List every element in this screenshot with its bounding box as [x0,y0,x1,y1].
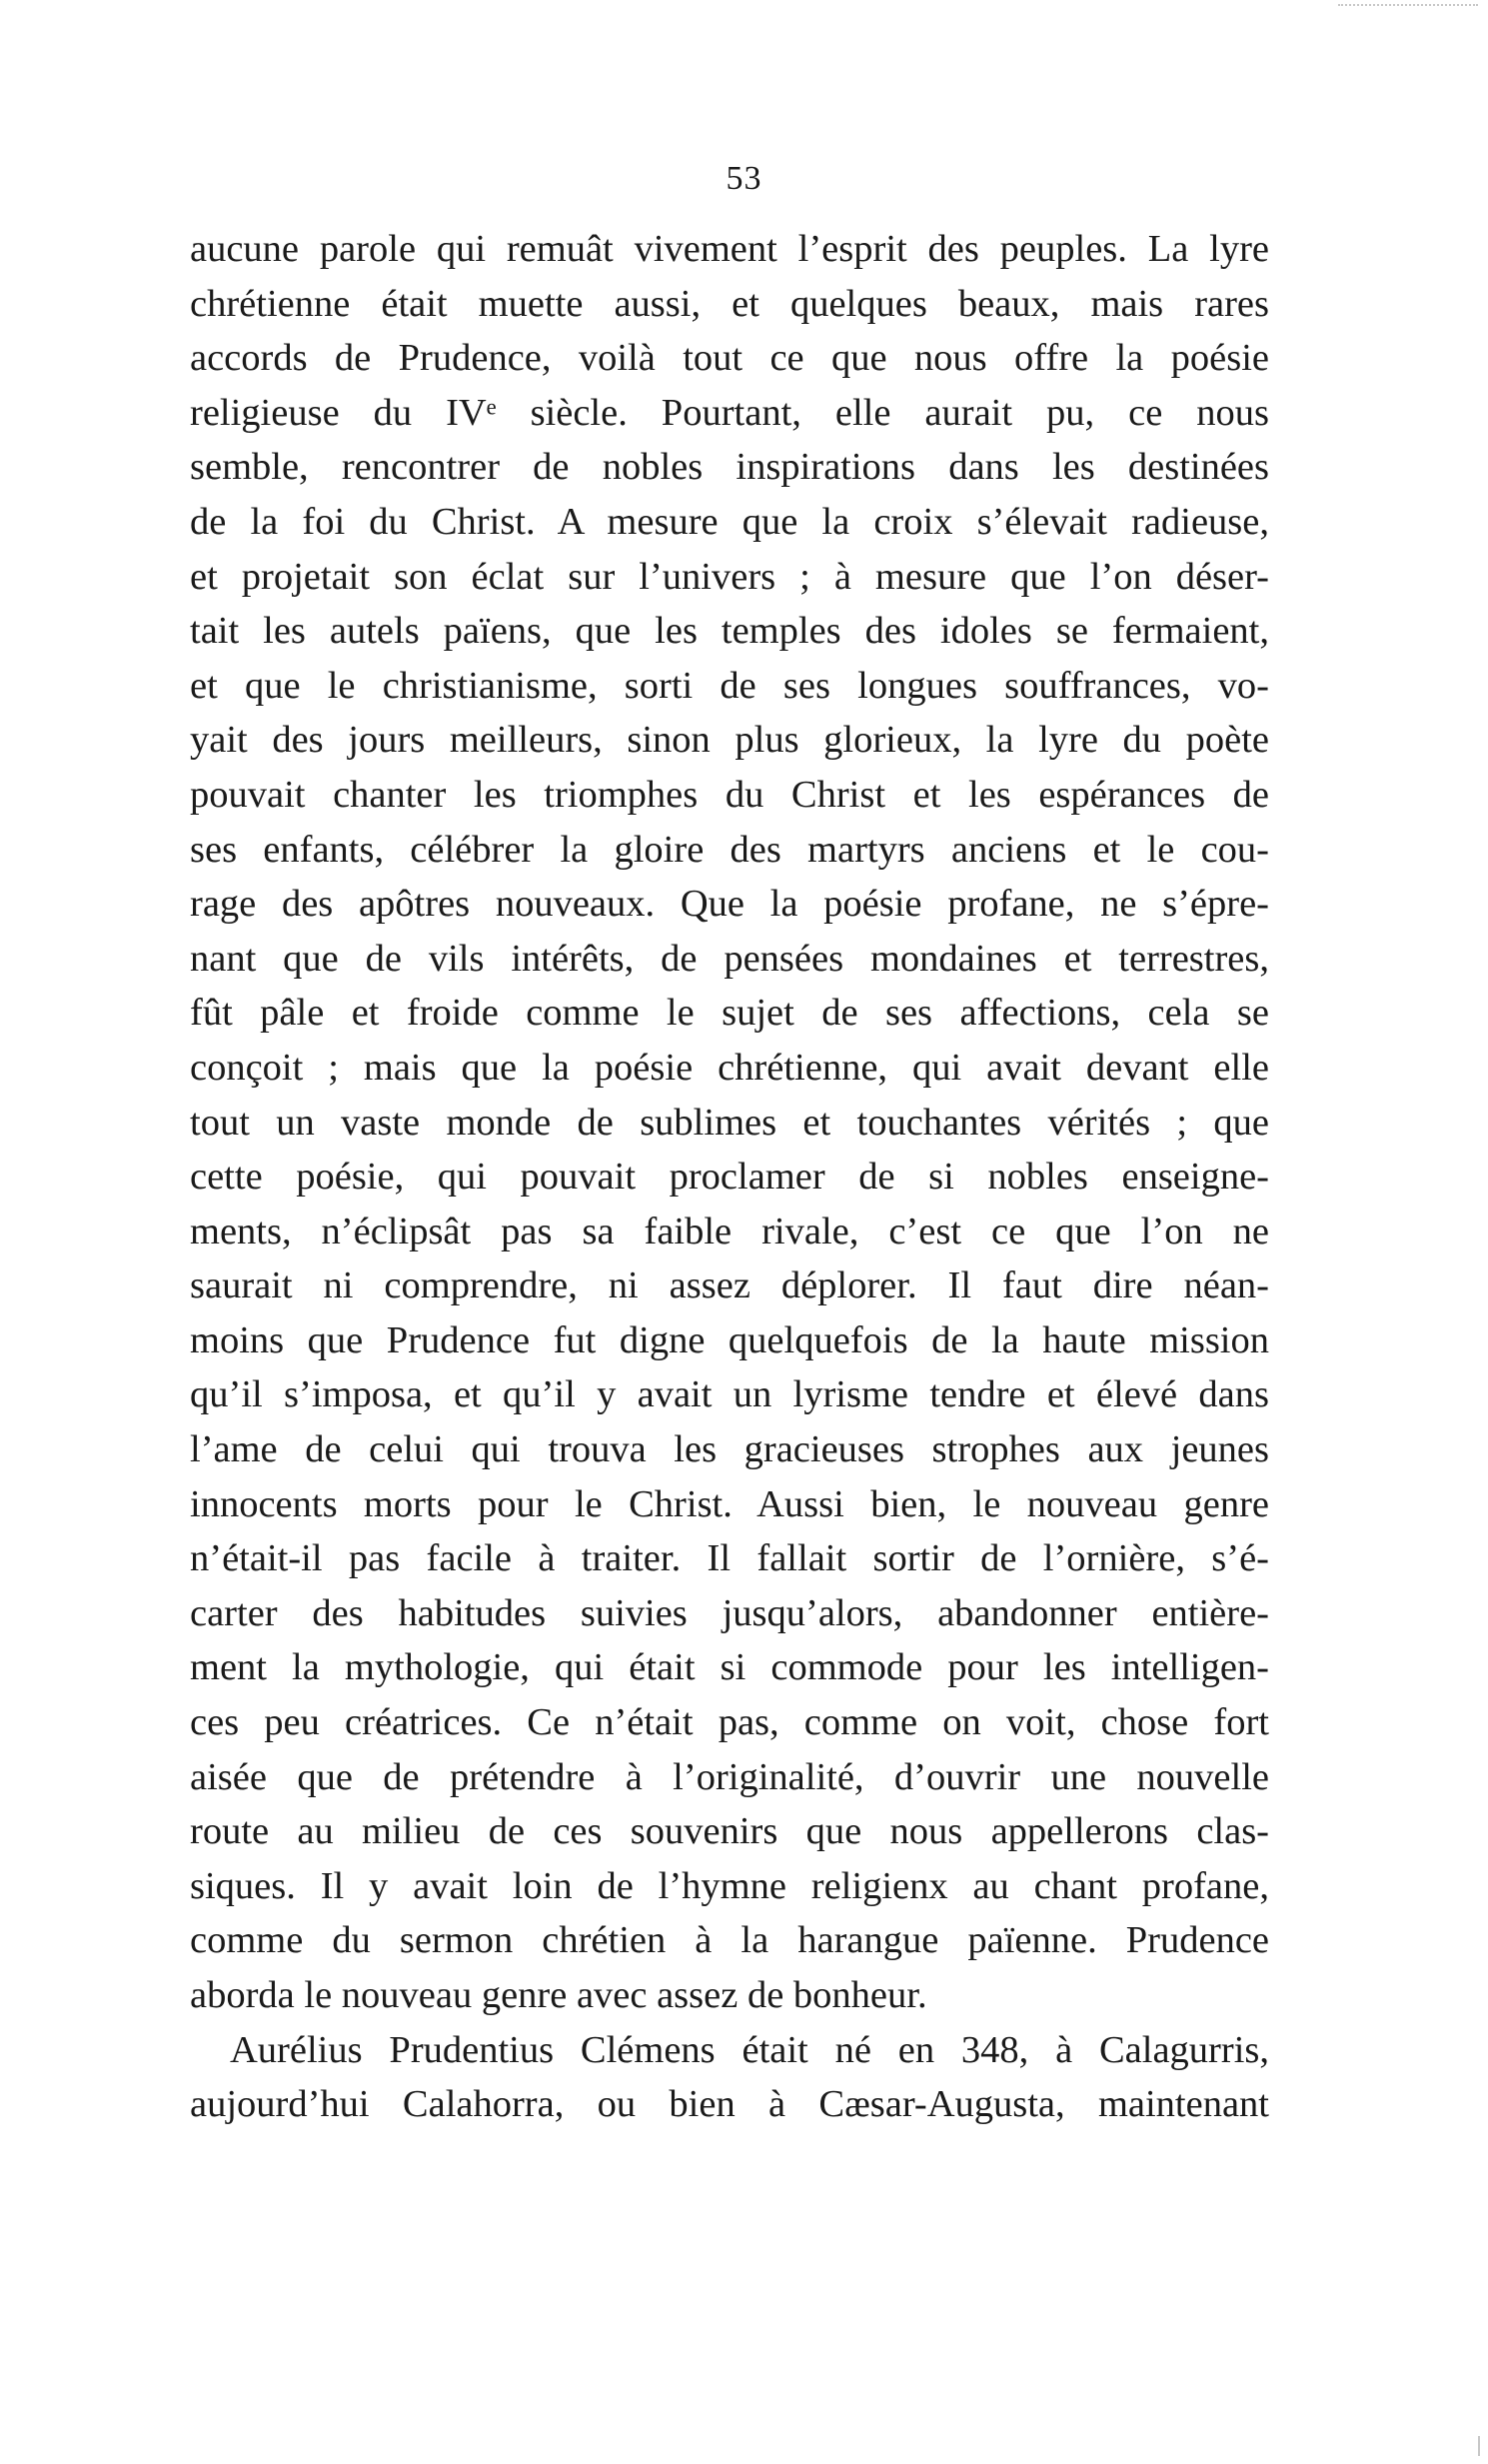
text-line: et projetait son éclat sur l’univers ; à mesure que l’on déser- [190,555,1269,598]
text-line: comme du sermon chrétien à la harangue païenne. Prudence [190,1919,1269,1962]
text-line: route au milieu de ces souvenirs que nous appellerons clas- [190,1810,1269,1853]
text-line: aisée que de prétendre à l’originalité, d’ouvrir une nouvelle [190,1755,1269,1798]
text-line: saurait ni comprendre, ni assez déplorer. Il faut dire néan- [190,1264,1269,1307]
text-line: fût pâle et froide comme le sujet de ses affections, cela se [190,992,1269,1035]
text-line: pouvait chanter les triomphes du Christ et les espérances de [190,773,1269,816]
text-line: qu’il s’imposa, et qu’il y avait un lyrisme tendre et élevé dans [190,1373,1269,1416]
text-line: siques. Il y avait loin de l’hymne religienx au chant profane, [190,1864,1269,1907]
text-line: Aurélius Prudentius Clémens était né en 348, à Calagurris, [230,2028,1269,2071]
text-line: aujourd’hui Calahorra, ou bien à Cæsar-Augusta, maintenant [190,2083,1269,2126]
text-line: et que le christianisme, sorti de ses longues souffrances, vo- [190,664,1269,707]
text-line: innocents morts pour le Christ. Aussi bien, le nouveau genre [190,1482,1269,1525]
text-line: n’était-il pas facile à traiter. Il fallait sortir de l’ornière, s’é- [190,1537,1269,1580]
body-text [190,222,1269,2132]
scan-edge-mark [1338,4,1478,8]
text-line: l’ame de celui qui trouva les gracieuses strophes aux jeunes [190,1428,1269,1471]
text-line: ces peu créatrices. Ce n’était pas, comme on voit, chose fort [190,1701,1269,1744]
text-line: ment la mythologie, qui était si commode pour les intelligen- [190,1646,1269,1689]
text-line: yait des jours meilleurs, sinon plus glorieux, la lyre du poète [190,719,1269,762]
text-line: chrétienne était muette aussi, et quelques beaux, mais rares [190,282,1269,325]
page-number: 53 [726,160,762,197]
text-line: de la foi du Christ. A mesure que la croix s’élevait radieuse, [190,500,1269,543]
text-line: ses enfants, célébrer la gloire des martyrs anciens et le cou- [190,828,1269,871]
text-line: conçoit ; mais que la poésie chrétienne, qui avait devant elle [190,1046,1269,1089]
text-line: semble, rencontrer de nobles inspirations dans les destinées [190,446,1269,489]
text-line: nant que de vils intérêts, de pensées mondaines et terrestres, [190,937,1269,980]
text-line: ments, n’éclipsât pas sa faible rivale, c’est ce que l’on ne [190,1210,1269,1252]
scan-edge-mark [1478,2436,1480,2456]
text-line: religieuse du IVᵉ siècle. Pourtant, elle aurait pu, ce nous [190,391,1269,434]
text-line: accords de Prudence, voilà tout ce que nous offre la poésie [190,337,1269,380]
text-line: moins que Prudence fut digne quelquefois de la haute mission [190,1318,1269,1361]
text-line: aborda le nouveau genre avec assez de bonheur. [190,1974,927,2016]
text-line: carter des habitudes suivies jusqu’alors, abandonner entière- [190,1591,1269,1634]
text-line: tait les autels païens, que les temples des idoles se fermaient, [190,610,1269,653]
text-line: tout un vaste monde de sublimes et touchantes vérités ; que [190,1101,1269,1144]
text-line: cette poésie, qui pouvait proclamer de si nobles enseigne- [190,1156,1269,1199]
text-line: rage des apôtres nouveaux. Que la poésie profane, ne s’épre- [190,883,1269,926]
text-line: aucune parole qui remuât vivement l’esprit des peuples. La lyre [190,228,1269,270]
